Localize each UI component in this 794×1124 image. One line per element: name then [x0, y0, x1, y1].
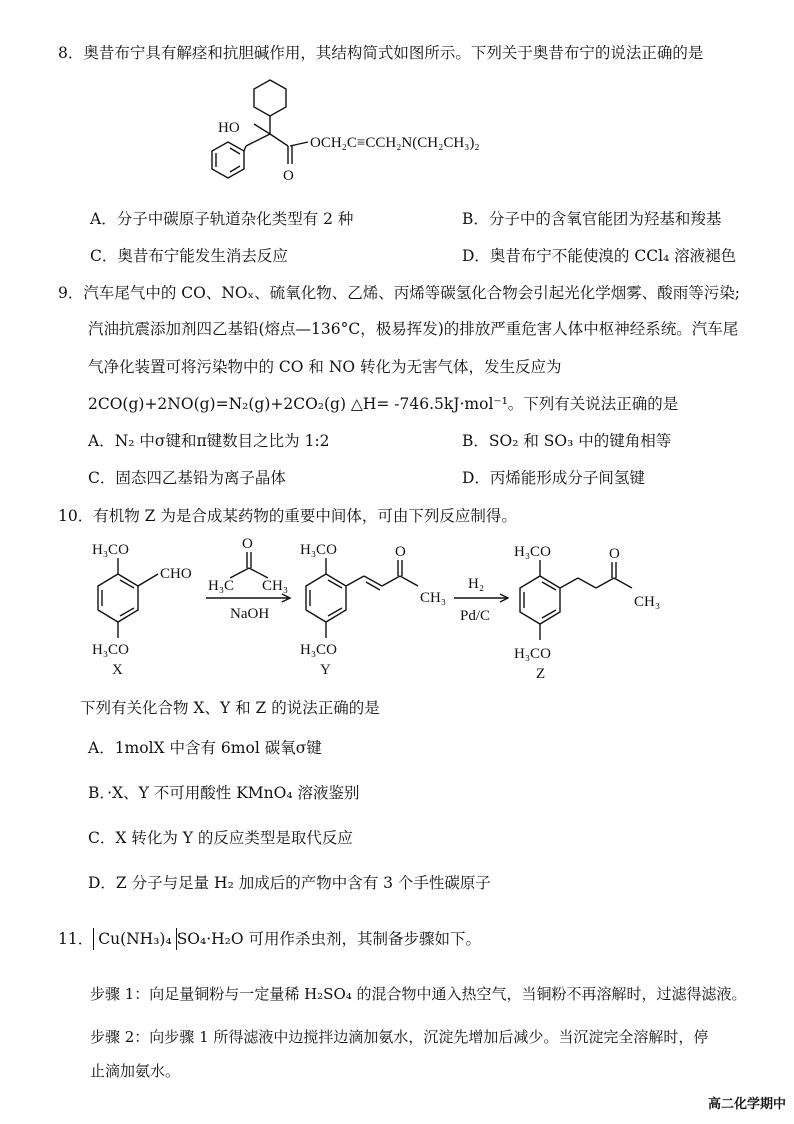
svg-text:O: O: [395, 544, 406, 560]
carbonyl-o-label: O: [283, 168, 294, 184]
svg-text:Y: Y: [320, 662, 331, 678]
q9-option-d: D．丙烯能形成分子间氢键: [462, 469, 645, 487]
ester-chain-label: OCH₂C≡CCH₂N(CH₂CH₃)₂: [310, 135, 480, 151]
svg-text:H₃CO: H₃CO: [300, 542, 337, 558]
svg-text:CH₃: CH₃: [634, 594, 661, 610]
q11-stem: [58, 928, 481, 950]
q9-line-1: 9．汽车尾气中的 CO、NOₓ、硫氧化物、乙烯、丙烯等碳氢化合物会引起光化学烟雾、酸雨等污染;: [58, 284, 740, 302]
q8-structure: [180, 72, 540, 182]
q10-option-b: B．·X、Y 不可用酸性 KMnO₄ 溶液鉴别: [88, 784, 360, 802]
hydroxyl-label: HO: [218, 120, 240, 136]
svg-text:Z: Z: [536, 666, 546, 682]
svg-text:H₃CO: H₃CO: [92, 542, 129, 558]
svg-text:H₃CO: H₃CO: [92, 642, 129, 658]
svg-text:CHO: CHO: [160, 566, 192, 582]
q11-step-2-line-2: 止滴加氨水。: [90, 1062, 181, 1080]
q10-option-c: C．X 转化为 Y 的反应类型是取代反应: [88, 829, 353, 847]
svg-text:H₃C: H₃C: [208, 578, 235, 594]
q11-step-1: 步骤 1：向足量铜粉与一定量稀 H₂SO₄ 的混合物中通入热空气，当铜粉不再溶解时，过滤得滤液。: [90, 985, 747, 1003]
svg-text:H₃CO: H₃CO: [300, 642, 337, 658]
q10-option-a: A．1molX 中含有 6mol 碳氧σ键: [88, 739, 322, 757]
q10-option-d: D．Z 分子与足量 H₂ 加成后的产物中含有 3 个手性碳原子: [88, 874, 491, 892]
q8-option-d: D．奥昔布宁不能使溴的 CCl₄ 溶液褪色: [462, 247, 737, 265]
q9-line-3: 气净化装置可将污染物中的 CO 和 NO 转化为无害气体，发生反应为: [88, 358, 562, 376]
q9-line-2: 汽油抗震添加剂四乙基铅(熔点—136°C，极易挥发)的排放严重危害人体中枢神经系统。汽车尾: [88, 320, 739, 338]
q8-option-b: B．分子中的含氧官能团为羟基和羧基: [462, 210, 722, 228]
svg-text:O: O: [242, 536, 253, 552]
reaction-arrow-1: [206, 536, 290, 622]
compound-x: [92, 542, 192, 678]
svg-text:H₃CO: H₃CO: [514, 544, 551, 560]
compound-z: [514, 544, 660, 682]
svg-text:CH₃: CH₃: [420, 590, 447, 606]
q9-option-a: A．N₂ 中σ键和π键数目之比为 1:2: [88, 432, 330, 450]
svg-text:H₃CO: H₃CO: [514, 646, 551, 662]
q11-complex-formula: Cu(NH₃)₄: [93, 928, 176, 950]
q10-reaction-scheme: [90, 530, 710, 680]
reaction-arrow-2: [454, 576, 508, 624]
q11-stem-rest: SO₄·H₂O 可用作杀虫剂，其制备步骤如下。: [176, 930, 482, 948]
q11-number: 11．: [58, 930, 94, 948]
benzene-ring: [212, 142, 244, 178]
q11-step-2-line-1: 步骤 2：向步骤 1 所得滤液中边搅拌边滴加氨水，沉淀先增加后减少。当沉淀完全溶解时，停: [90, 1028, 709, 1046]
q9-option-c: C．固态四乙基铅为离子晶体: [88, 469, 286, 487]
svg-text:NaOH: NaOH: [230, 606, 270, 622]
q10-stem: 10．有机物 Z 为是合成某药物的重要中间体，可由下列反应制得。: [58, 507, 517, 525]
compound-y: [300, 542, 446, 678]
q9-line-4: 2CO(g)+2NO(g)=N₂(g)+2CO₂(g) △H= -746.5kJ·mol⁻¹。下列有关说法正确的是: [88, 395, 679, 413]
q9-option-b: B．SO₂ 和 SO₃ 中的键角相等: [462, 432, 672, 450]
q8-option-c: C．奥昔布宁能发生消去反应: [90, 247, 288, 265]
page-footer: 高二化学期中: [707, 1097, 786, 1112]
cyclohexane-ring: [254, 80, 286, 116]
q8-stem: 8．奥昔布宁具有解痉和抗胆碱作用，其结构简式如图所示。下列关于奥昔布宁的说法正确的是: [58, 44, 704, 62]
svg-text:Pd/C: Pd/C: [460, 608, 491, 624]
svg-text:H₂: H₂: [468, 576, 485, 592]
svg-text:X: X: [112, 662, 123, 678]
svg-text:O: O: [609, 546, 620, 562]
q10-intro: 下列有关化合物 X、Y 和 Z 的说法正确的是: [80, 699, 380, 717]
svg-text:CH₃: CH₃: [262, 578, 289, 594]
q8-option-a: A．分子中碳原子轨道杂化类型有 2 种: [90, 210, 354, 228]
